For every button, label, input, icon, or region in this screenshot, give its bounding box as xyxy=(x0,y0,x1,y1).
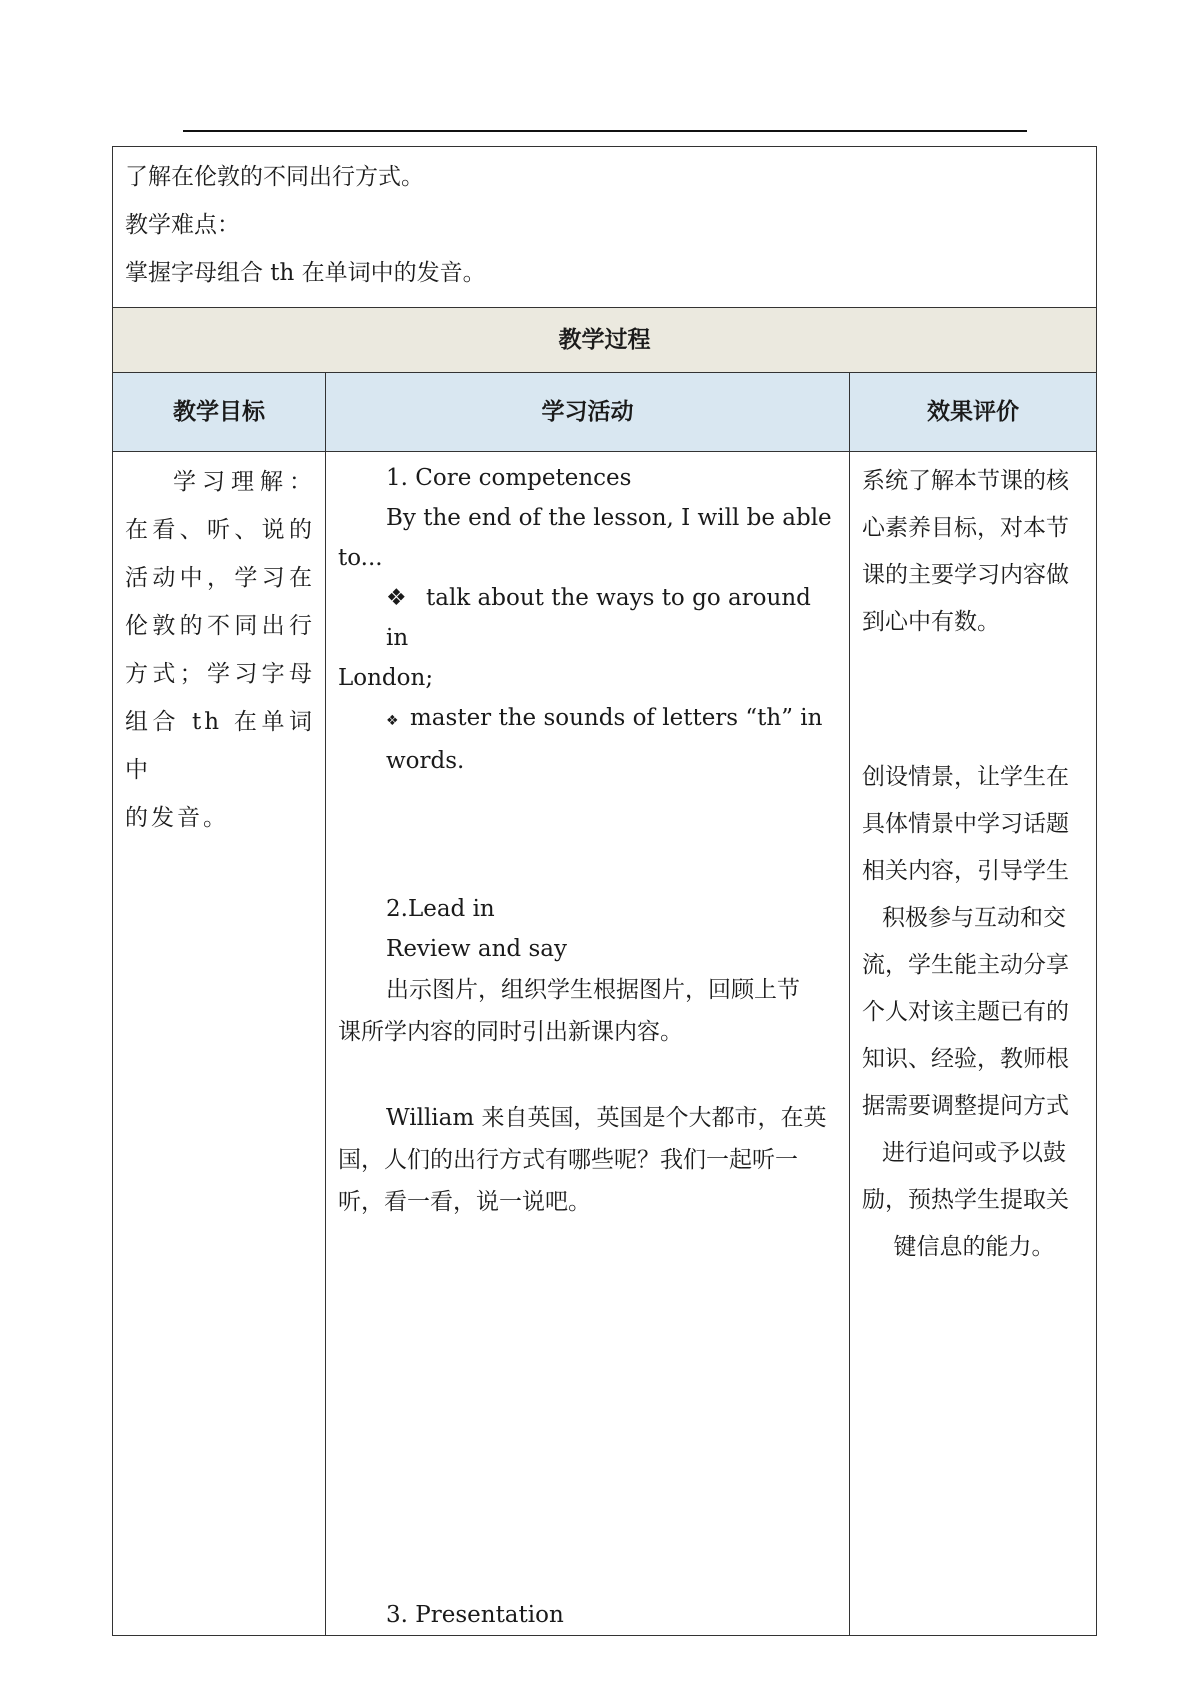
evaluation-line: 励，预热学生提取关 xyxy=(862,1187,1069,1213)
goal-cell xyxy=(113,452,326,1636)
lead-title: 2.Lead in xyxy=(386,896,495,922)
lesson-plan-table xyxy=(112,146,1097,1636)
lead-paragraph: William 来自英国，英国是个大都市，在英 xyxy=(386,1105,827,1131)
evaluation-line: 课的主要学习内容做 xyxy=(862,562,1069,588)
content-row xyxy=(113,452,1097,1636)
lead-paragraph: 出示图片，组织学生根据图片，回顾上节 xyxy=(386,977,800,1003)
difficulty-text: 掌握字母组合 th 在单词中的发音。 xyxy=(125,260,486,286)
diamond-bullet-icon: ❖ xyxy=(386,713,399,729)
bullet-item xyxy=(338,578,837,658)
evaluation-line: 键信息的能力。 xyxy=(893,1234,1055,1260)
lead-paragraph: 国，人们的出行方式有哪些呢？我们一起听一 xyxy=(338,1147,798,1173)
intro-cell xyxy=(113,147,1097,308)
lead-subtitle: Review and say xyxy=(386,936,567,962)
goal-line: 活动中，学习在 xyxy=(125,565,315,591)
evaluation-line: 心素养目标，对本节 xyxy=(862,515,1069,541)
evaluation-line: 具体情景中学习话题 xyxy=(862,811,1069,837)
evaluation-line: 系统了解本节课的核 xyxy=(862,468,1069,494)
section-title-row xyxy=(113,308,1097,373)
bullet-item xyxy=(338,698,837,781)
intro-row xyxy=(113,147,1097,308)
bullet-text: master the sounds of letters “th” in words. xyxy=(386,705,823,774)
evaluation-cell xyxy=(850,452,1097,1636)
activity-cell xyxy=(326,452,850,1636)
presentation-title: 3. Presentation xyxy=(386,1602,564,1628)
core-intro: By the end of the lesson, I will be able to... xyxy=(338,505,832,571)
lead-paragraph: 听，看一看，说一说吧。 xyxy=(338,1189,591,1215)
column-header-goal: 教学目标 xyxy=(113,373,326,452)
goal-line: 的发音。 xyxy=(125,805,229,831)
goal-text xyxy=(125,458,315,842)
evaluation-line: 据需要调整提问方式 xyxy=(862,1093,1069,1119)
evaluation-line: 个人对该主题已有的 xyxy=(862,999,1069,1025)
header-rule xyxy=(183,130,1027,132)
evaluation-line: 创设情景，让学生在 xyxy=(862,764,1069,790)
goal-line: 伦敦的不同出行 xyxy=(125,613,315,639)
goal-line: 学习理解： xyxy=(173,469,315,495)
lead-paragraph: 课所学内容的同时引出新课内容。 xyxy=(338,1019,683,1045)
column-header-activity: 学习活动 xyxy=(326,373,850,452)
difficulty-label: 教学难点： xyxy=(125,212,240,238)
section-title: 教学过程 xyxy=(113,308,1097,373)
evaluation-line: 相关内容，引导学生 xyxy=(862,858,1069,884)
diamond-bullet-icon: ❖ xyxy=(386,585,407,611)
goal-line: 在看、听、说的 xyxy=(125,517,315,543)
bullet-text: talk about the ways to go around in xyxy=(386,585,811,651)
evaluation-line: 进行追问或予以鼓 xyxy=(882,1140,1066,1166)
column-header-row xyxy=(113,373,1097,452)
evaluation-line: 知识、经验，教师根 xyxy=(862,1046,1069,1072)
evaluation-line: 流，学生能主动分享 xyxy=(862,952,1069,978)
goal-line: 组合 th 在单词中 xyxy=(125,709,315,783)
evaluation-line: 积极参与互动和交 xyxy=(882,905,1066,931)
bullet-continuation: London; xyxy=(338,665,434,691)
intro-line: 了解在伦敦的不同出行方式。 xyxy=(125,164,424,190)
core-title: 1. Core competences xyxy=(386,465,632,491)
goal-line: 方式；学习字母 xyxy=(125,661,315,687)
column-header-evaluation: 效果评价 xyxy=(850,373,1097,452)
evaluation-line: 到心中有数。 xyxy=(862,609,1000,635)
